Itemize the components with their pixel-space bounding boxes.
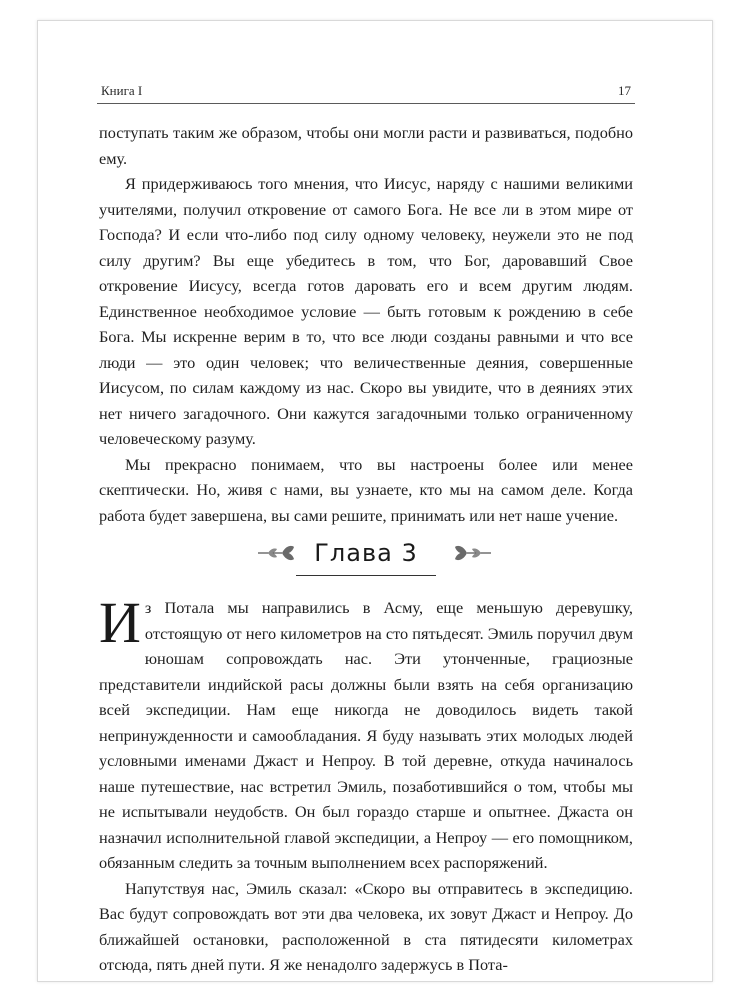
leaf-ornament-right-icon: [453, 541, 493, 565]
paragraph: Я придерживаюсь того мнения, что Иисус, наряду с нашими великими учителями, получил откровение от самого Бога. Не все ли в этом мире от Господа? И если что-либо под силу одному человеку, неужели это не под силу другим? Вы еще убедитесь в том, что Бог, даровавший Свое откровение Иисусу, всегда готов даровать его и всем другим людям. Единственное необходимое условие — быть готовым к рождению в себе Бога. Мы искренне верим в то, что все люди созданы равными и что все люди — это один человек; что величественные деяния, совершенные Иисусом, по силам каждому из нас. Скоро вы увидите, что в деяниях этих нет ничего загадочного. Они кажутся загадочными только ограниченному человеческому разуму.: [99, 174, 633, 448]
chapter-title: Глава 3: [296, 531, 436, 576]
top-text-block: [99, 120, 633, 528]
chapter-heading: [250, 531, 500, 577]
paragraph: Напутствуя нас, Эмиль сказал: «Скоро вы отправитесь в экспедицию. Вас будут сопровождать вот эти два человека, их зовут Джаст и Непроу. До ближайшей остановки, расположенной в ста пятидесяти километрах отсюда, пять дней пути. Я же ненадолго задержусь в Пота-: [99, 878, 633, 974]
chapter-first-paragraph: [99, 590, 633, 876]
first-paragraph-text: з Потала мы направились в Асму, еще меньшую деревушку, отстоящую от него километров на сто пятьдесят. Эмиль поручил двум юношам сопровождать нас. Эти утонченные, грациозные представители индийской расы должны были взять на себя организацию всей экспедиции. Нам еще никогда не доводилось видеть такой непринужденности и самообладания. Я буду называть этих молодых людей условными именами Джаст и Непроу. В той деревне, откуда начиналось наше путешествие, нас встретил Эмиль, позаботившийся о том, чтобы мы не испытывали неудобств. Он был гораздо старше и опытнее. Джаста он назначил исполнительной главой экспедиции, а Непроу — его помощником, обязанным следить за точным выполнением всех распоряжений.: [99, 598, 633, 872]
drop-cap: И: [99, 590, 141, 655]
book-label: Книга I: [101, 83, 143, 98]
leaf-ornament-left-icon: [256, 541, 296, 565]
chapter-text-block: [99, 590, 633, 978]
header-rule: [97, 103, 635, 104]
running-head: [101, 83, 631, 99]
paragraph-continuation: поступать таким же образом, чтобы они могли расти и развиваться, подобно ему.: [99, 123, 633, 168]
page-number: 17: [618, 83, 631, 98]
paragraph: Мы прекрасно понимаем, что вы настроены более или менее скептически. Но, живя с нами, вы узнаете, кто мы на самом деле. Когда работа будет завершена, вы сами решите, принимать или нет наше учение.: [99, 454, 633, 525]
